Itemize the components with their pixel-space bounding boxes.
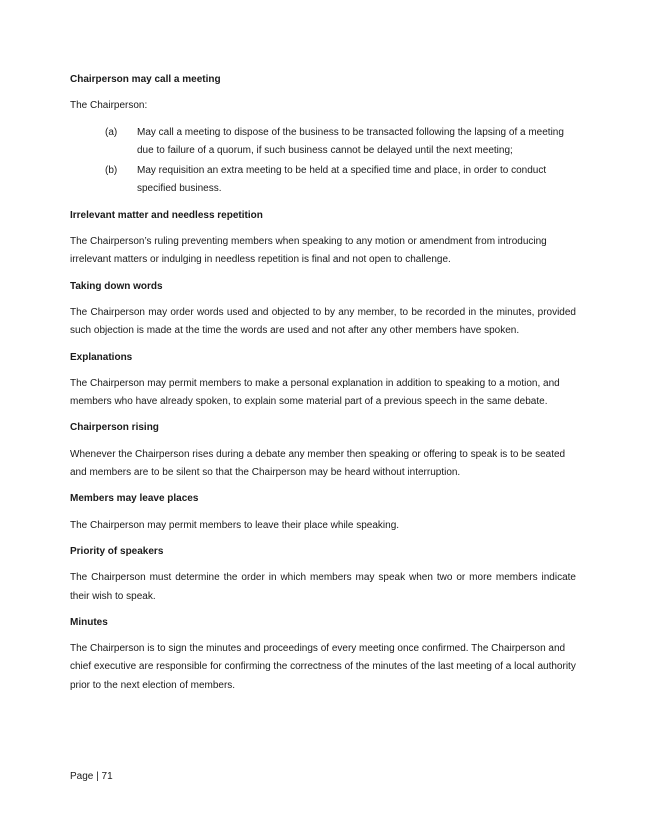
list-item-text: May requisition an extra meeting to be held at a specified time and place, in order to conduct specified business. xyxy=(137,165,547,195)
paragraph: The Chairperson must determine the order in which members may speak when two or more members indicate their wish to speak. xyxy=(70,572,576,602)
section-heading: Members may leave places xyxy=(70,493,199,505)
list-item-label: (b) xyxy=(105,165,118,177)
section-heading: Explanations xyxy=(70,351,133,363)
section-heading: Chairperson may call a meeting xyxy=(70,74,221,85)
page-number: Page | 71 xyxy=(70,771,113,782)
section-heading: Minutes xyxy=(70,616,108,628)
section-heading: Priority of speakers xyxy=(70,545,164,557)
list-item-label: (a) xyxy=(105,126,118,138)
paragraph: The Chairperson is to sign the minutes and proceedings of every meeting once confirmed. The Chairperson and chief executive are responsible for confirming the correctness of the minutes of the last meeting of a local authority prior to the next election of members. xyxy=(70,643,576,691)
section-members-may-leave-places xyxy=(70,490,576,535)
paragraph: The Chairperson’s ruling preventing members when speaking to any motion or amendment from introducing irrelevant matters or indulging in needless repetition is final and not open to challenge. xyxy=(70,236,547,266)
section-taking-down-words xyxy=(70,278,576,341)
paragraph: Whenever the Chairperson rises during a debate any member then speaking or offering to speak is to be seated and members are to be silent so that the Chairperson may be heard without interruption. xyxy=(70,448,566,479)
lettered-list xyxy=(70,124,576,199)
section-minutes xyxy=(70,614,576,695)
section-chairperson-rising xyxy=(70,419,576,482)
paragraph: The Chairperson may order words used and objected to by any member, to be recorded in the minutes, provided such objection is made at the time the words are used and not after any other members have spoken. xyxy=(70,306,576,337)
list-item-text: May call a meeting to dispose of the business to be transacted following the lapsing of a meeting due to failure of a quorum, if such business cannot be delayed until the next meeting; xyxy=(137,126,564,156)
paragraph: The Chairperson may permit members to make a personal explanation in addition to speaking to a motion, and members who have already spoken, to explain some material part of a previous speech in the same debate. xyxy=(70,377,560,408)
list-item xyxy=(70,124,576,161)
paragraph: The Chairperson may permit members to leave their place while speaking. xyxy=(70,519,400,531)
section-priority-of-speakers xyxy=(70,543,576,606)
list-item xyxy=(70,162,576,199)
section-irrelevant-matter xyxy=(70,207,576,270)
section-heading: Chairperson rising xyxy=(70,422,159,434)
paragraph: The Chairperson: xyxy=(70,100,148,112)
section-heading: Irrelevant matter and needless repetition xyxy=(70,209,263,221)
section-chairperson-may-call-a-meeting xyxy=(70,71,576,199)
section-heading: Taking down words xyxy=(70,280,163,292)
document-content xyxy=(70,71,576,703)
section-explanations xyxy=(70,349,576,412)
